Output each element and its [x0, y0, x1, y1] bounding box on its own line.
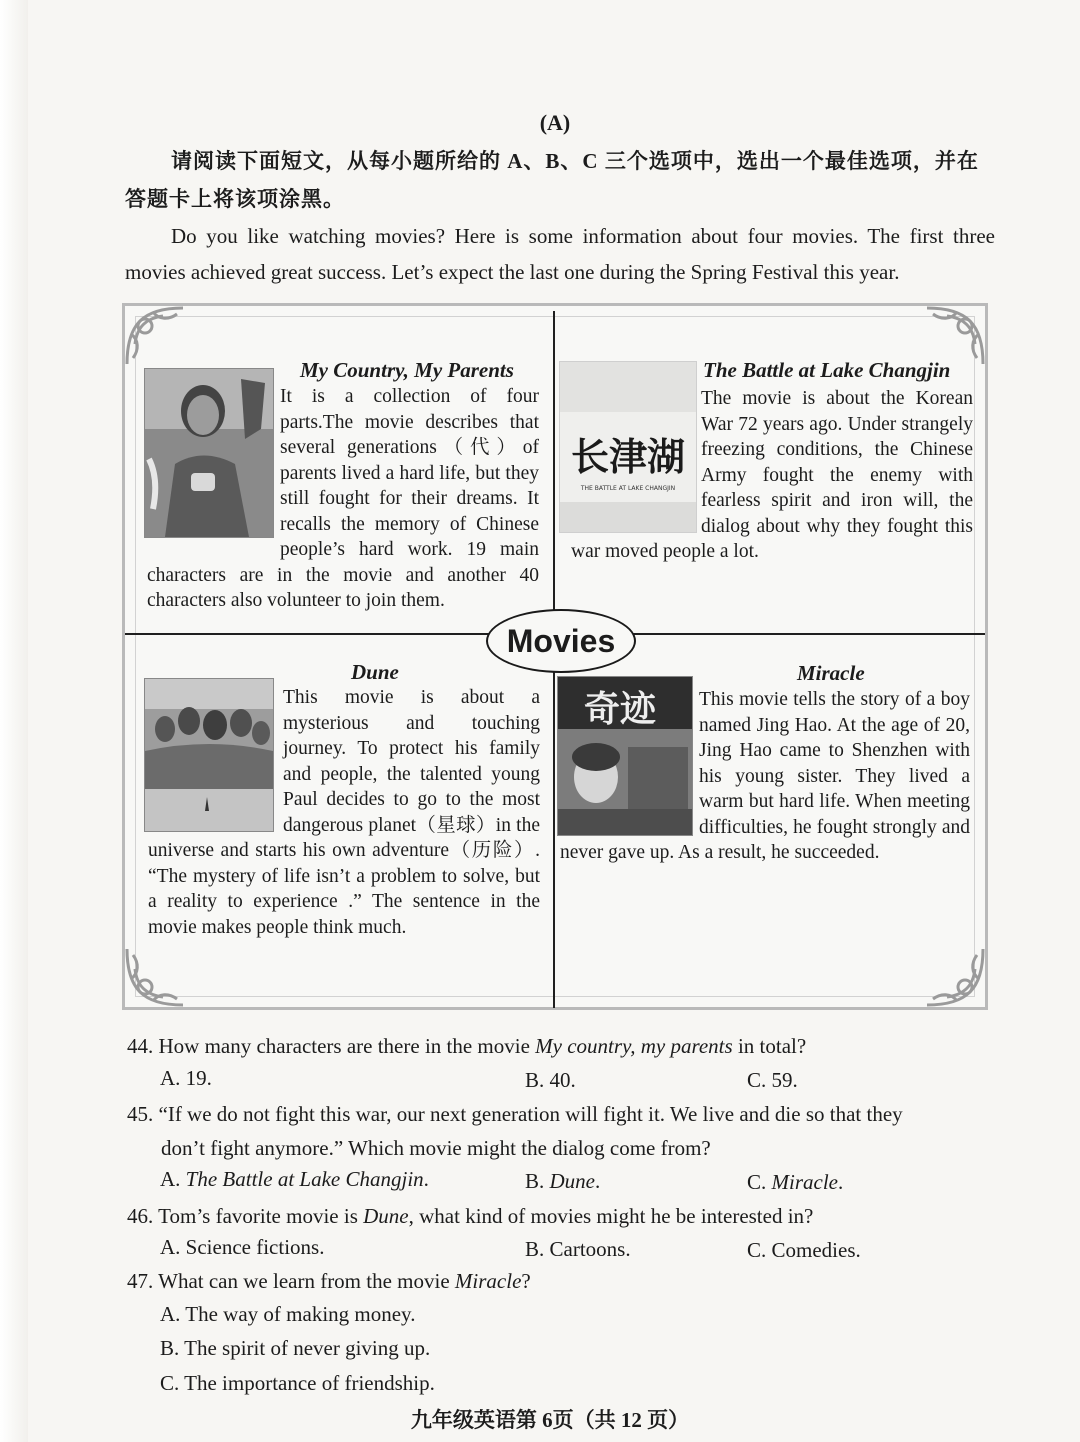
movies-center-label: Movies [486, 609, 636, 673]
question-44 [127, 1031, 806, 1061]
option-b[interactable]: B. 40. [525, 1068, 576, 1092]
question-46 [127, 1201, 813, 1231]
poster-wrap-space [148, 685, 283, 837]
movie-description [560, 687, 970, 866]
page-footer: 九年级英语第 6页（共 12 页） [410, 1408, 690, 1432]
question-number: 45. [127, 1102, 154, 1126]
option-a[interactable]: A. Science fictions. [160, 1235, 325, 1259]
poster-title-en: THE BATTLE AT LAKE CHANGJIN [580, 485, 676, 492]
intro-paragraph: Do you like watching movies? Here is some information about four movies. The first three movies achieved great success. Let’s expect the last one during the Spring Festival this year. [125, 224, 995, 284]
question-stem-italic: Dune [363, 1204, 409, 1228]
option-b[interactable]: B. Cartoons. [525, 1237, 631, 1261]
movie-description-text: This movie is about a mysterious and touching journey. To protect his family and people, the talented young Paul decides to go to the most dangerous planet（星球）in the universe and starts his own adventure（历险）. “The mystery of life isn’t a problem to solve, but a reality to experience .” The sentence in the movie makes people think much. [148, 687, 540, 938]
option-c[interactable] [747, 1170, 843, 1195]
page-edge [0, 0, 28, 1442]
question-stem-italic: Miracle [454, 1269, 522, 1293]
poster-title-cn: 长津湖 [570, 435, 686, 479]
movie-description [148, 685, 540, 940]
question-stem-italic: My country, my parents [535, 1034, 733, 1058]
question-stem: Tom’s favorite movie is [158, 1204, 364, 1228]
question-stem: ? [521, 1269, 531, 1293]
question-stem: What can we learn from the movie [158, 1269, 455, 1293]
question-45-line2: don’t fight anymore.” Which movie might the dialog come from? [161, 1136, 711, 1160]
movie-title: Miracle [797, 661, 865, 685]
option-b[interactable]: B. The spirit of never giving up. [160, 1336, 431, 1360]
poster-wrap-space [560, 687, 699, 839]
corner-ornament-icon [123, 945, 187, 1009]
option-punct: . [838, 1170, 844, 1194]
question-stem: , what kind of movies might he be interested in? [408, 1204, 814, 1228]
question-stem: in total? [732, 1034, 807, 1058]
question-47 [127, 1266, 531, 1296]
option-punct: . [595, 1169, 601, 1193]
poster-wrap-space [571, 386, 701, 538]
movie-title: The Battle at Lake Changjin [703, 358, 951, 382]
option-letter: C. [747, 1170, 772, 1194]
movie-description-text: The movie is about the Korean War 72 years ago. Under strangely freezing conditions, the Chinese Army fought the enemy with fearless spirit and iron will, the dialog about why they fought this war moved people a lot. [571, 388, 973, 562]
corner-ornament-icon [923, 945, 987, 1009]
movie-title: Dune [351, 660, 399, 684]
question-45 [127, 1099, 903, 1129]
option-punct: . [423, 1167, 429, 1191]
question-number: 46. [127, 1204, 154, 1228]
corner-ornament-icon [123, 304, 187, 368]
question-number: 44. [127, 1034, 154, 1058]
option-b[interactable] [525, 1169, 600, 1194]
movie-description-text: This movie tells the story of a boy named Jing Hao. At the age of 20, Jing Hao came to Shenzhen with his young sister. They lived a warm but hard life. When meeting difficulties, he fought strongly and never gave up. As a result, he succeeded. [560, 689, 970, 863]
option-a[interactable]: A. 19. [160, 1066, 212, 1090]
poster-title-cn: 奇迹 [583, 689, 657, 730]
option-text: Dune [549, 1169, 596, 1193]
question-stem: “If we do not fight this war, our next generation will fight it. We live and die so that they [158, 1102, 903, 1126]
option-c[interactable]: C. Comedies. [747, 1238, 861, 1262]
option-letter: B. [525, 1169, 550, 1193]
option-c[interactable]: C. 59. [747, 1068, 798, 1092]
movie-title: My Country, My Parents [300, 358, 514, 382]
movies-panel [122, 303, 988, 1010]
question-number: 47. [127, 1269, 154, 1293]
option-a[interactable]: A. The way of making money. [160, 1302, 416, 1326]
movie-description-text: It is a collection of four parts.The movie describes that several generations（代）of parents lived a hard life, but they still fought for their dreams. It recalls the memory of Chinese people’s hard work. 19 main characters are in the movie and another 40 characters also volunteer to join them. [147, 386, 539, 611]
option-c[interactable]: C. The importance of friendship. [160, 1371, 435, 1395]
instructions: 请阅读下面短文，从每小题所给的 A、B、C 三个选项中，选出一个最佳选项，并在答题卡上将该项涂黑。 [125, 149, 979, 211]
option-a[interactable] [160, 1167, 429, 1192]
movie-description [571, 386, 973, 565]
option-text: Miracle [771, 1170, 838, 1194]
question-stem: How many characters are there in the movie [158, 1034, 536, 1058]
poster-wrap-space [147, 384, 280, 538]
movie-description [147, 384, 539, 614]
option-text: The Battle at Lake Changjin [185, 1167, 424, 1191]
section-label: (A) [539, 110, 571, 135]
option-letter: A. [160, 1167, 186, 1191]
